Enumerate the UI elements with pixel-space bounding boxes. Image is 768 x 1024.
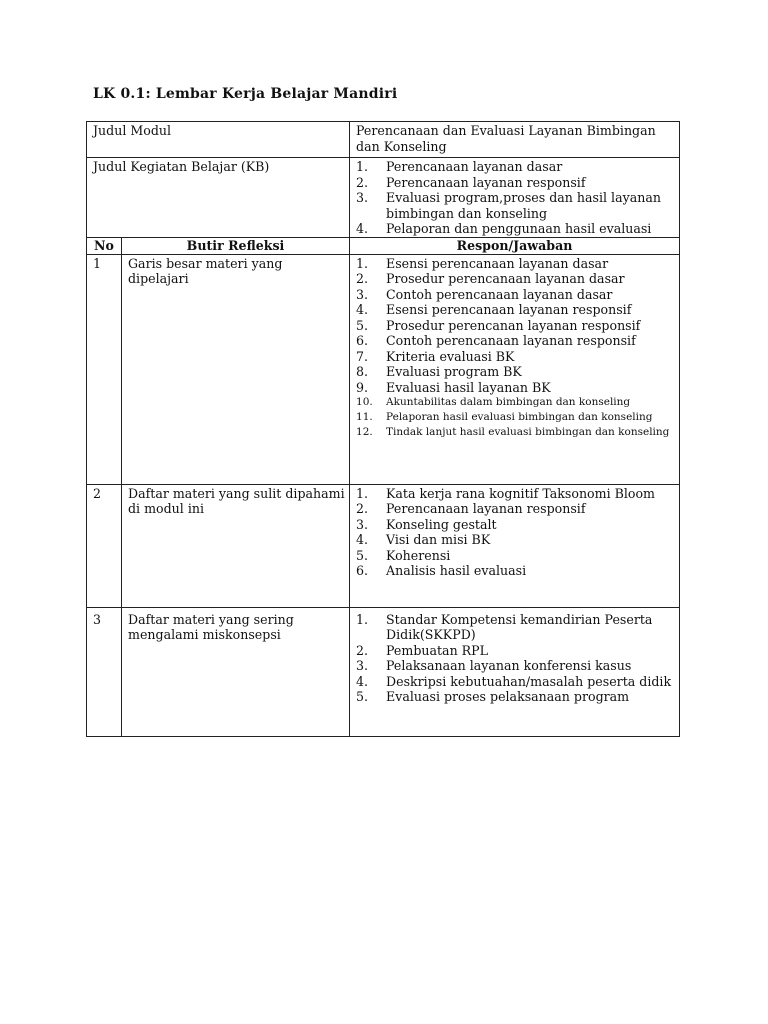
worksheet-title: LK 0.1: Lembar Kerja Belajar Mandiri: [93, 86, 398, 102]
list-item: 11. Pelaporan hasil evaluasi bimbingan dan konseling: [356, 410, 653, 423]
kb-list: [356, 159, 675, 237]
list-item: 4. Esensi perencanaan layanan responsif: [356, 302, 632, 317]
list-item: 8. Evaluasi program BK: [356, 364, 522, 379]
list-item: 10. Akuntabilitas dalam bimbingan dan konseling: [356, 396, 631, 408]
list-item: 4. Pelaporan dan penggunaan hasil evaluasi: [356, 221, 652, 236]
list-item: 1. Perencanaan layanan dasar: [356, 159, 563, 174]
module-title-row: [87, 122, 680, 158]
list-item: 4. Visi dan misi BK: [356, 532, 491, 547]
list-item: 7. Kriteria evaluasi BK: [356, 348, 515, 364]
table-row: [87, 607, 680, 736]
list-item: 3. Konseling gestalt: [356, 516, 497, 532]
row-number: 3: [87, 607, 122, 736]
list-item: 6. Contoh perencanaan layanan responsif: [356, 333, 636, 348]
list-item: 4. Deskripsi kebutuahan/masalah peserta didik: [356, 673, 672, 689]
row-butir: Garis besar materi yang dipelajari: [122, 254, 350, 484]
kb-title-label: Judul Kegiatan Belajar (KB): [87, 158, 350, 238]
column-header-respon: Respon/Jawaban: [350, 237, 680, 254]
list-item: 2. Perencanaan layanan responsif: [356, 501, 586, 516]
list-item: 1. Kata kerja rana kognitif Taksonomi Bloom: [356, 485, 656, 501]
column-header-no: No: [87, 237, 122, 254]
list-item: 6. Analisis hasil evaluasi: [356, 563, 527, 578]
row-butir: Daftar materi yang sering mengalami miskonsepsi: [122, 607, 350, 736]
list-item: 1. Esensi perencanaan layanan dasar: [356, 255, 609, 271]
list-item: 2. Prosedur perencanaan layanan dasar: [356, 271, 625, 286]
row-number: 1: [87, 254, 122, 484]
row-respon: [350, 607, 680, 736]
module-title-value: Perencanaan dan Evaluasi Layanan Bimbingan dan Konseling: [350, 122, 680, 158]
list-item: 5. Evaluasi proses pelaksanaan program: [356, 689, 630, 704]
list-item: 1. Standar Kompetensi kemandirian Peserta Didik(SKKPD): [356, 611, 653, 642]
list-item: 3. Pelaksanaan layanan konferensi kasus: [356, 658, 632, 673]
column-header-row: [87, 237, 680, 254]
table-row: [87, 484, 680, 607]
respon-list: [356, 256, 675, 440]
table-row: [87, 254, 680, 484]
module-title-label: Judul Modul: [87, 122, 350, 158]
list-item: 3. Contoh perencanaan layanan dasar: [356, 286, 613, 302]
row-butir: Daftar materi yang sulit dipahami di modul ini: [122, 484, 350, 607]
list-item: 9. Evaluasi hasil layanan BK: [356, 379, 551, 395]
row-respon: [350, 254, 680, 484]
list-item: 5. Koherensi: [356, 547, 451, 563]
kb-title-row: [87, 158, 680, 238]
respon-list: [356, 486, 675, 579]
list-item: 3. Evaluasi program,proses dan hasil layanan bimbingan dan konseling: [356, 190, 661, 221]
list-item: 2. Pembuatan RPL: [356, 642, 489, 658]
reflection-table: [86, 121, 680, 737]
list-item: 2. Perencanaan layanan responsif: [356, 174, 586, 190]
list-item: 5. Prosedur perencanan layanan responsif: [356, 317, 641, 333]
respon-list: [356, 612, 675, 705]
kb-list-cell: [350, 158, 680, 238]
list-item: 12. Tindak lanjut hasil evaluasi bimbingan dan konseling: [356, 425, 670, 438]
row-respon: [350, 484, 680, 607]
row-number: 2: [87, 484, 122, 607]
column-header-butir: Butir Refleksi: [122, 237, 350, 254]
